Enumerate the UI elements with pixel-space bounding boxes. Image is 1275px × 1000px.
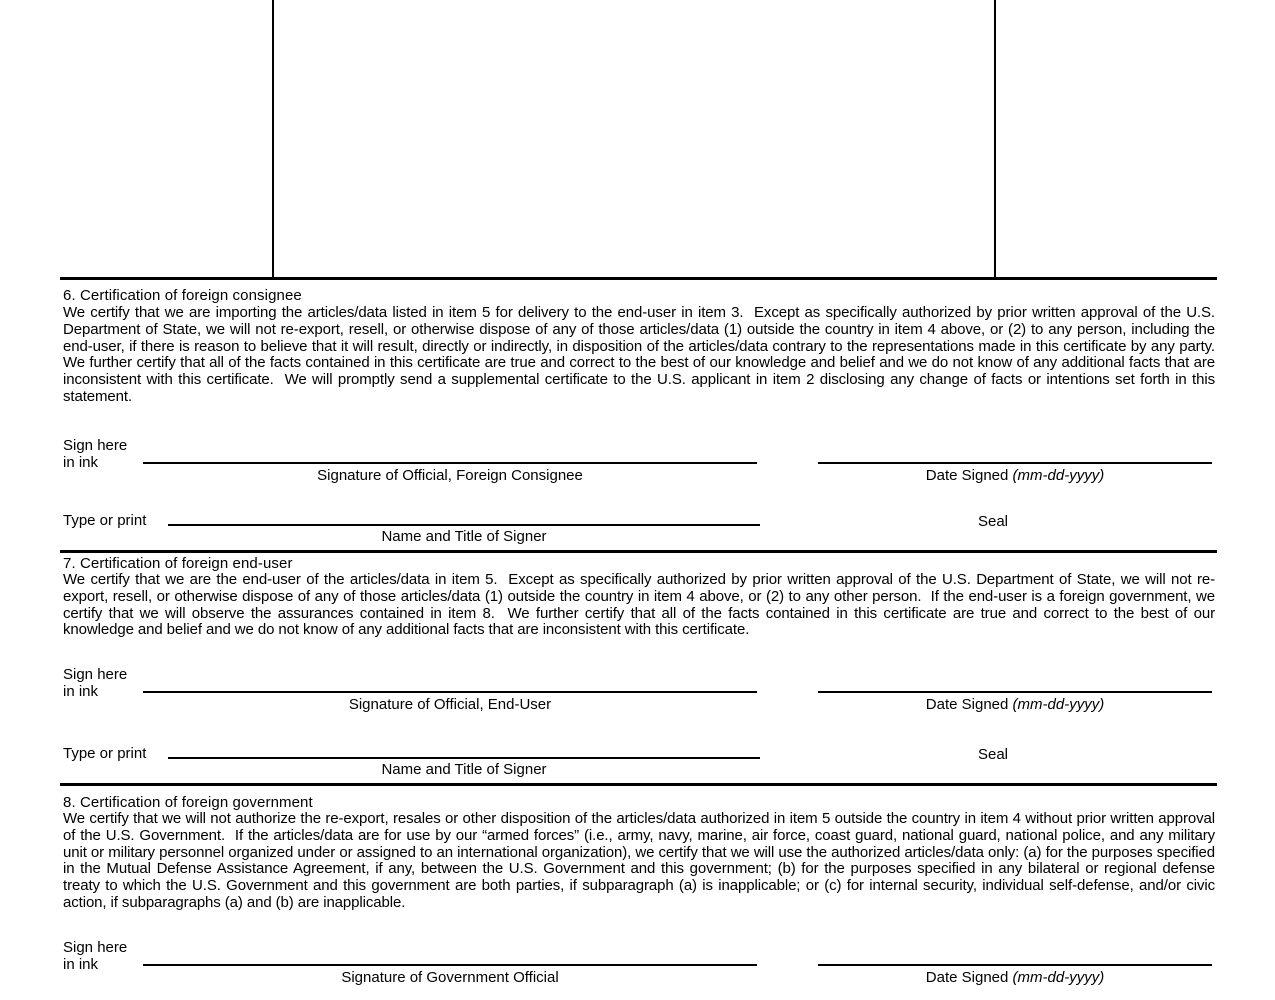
- section-8-date-format: (mm-dd-yyyy): [1012, 969, 1105, 986]
- section-7-signature-caption: Signature of Official, End-User: [348, 696, 552, 713]
- section-6-name-title-line[interactable]: [168, 524, 760, 526]
- section-6-divider: [60, 550, 1217, 553]
- section-8-date-signed-caption: Date Signed (mm-dd-yyyy): [925, 969, 1105, 986]
- section-6-body: We certify that we are importing the articles/data listed in item 5 for delivery to the end-user in item 3. Except as specifically authorized by prior written approval of the U.S. Department of State, we will not re-export, resell, or otherwise dispose of any of those articles/data (1) outside the country in item 4 above, or (2) to any person, including the end-user, if there is reason to believe that it will result, directly or indirectly, in disposition of the articles/data contrary to the representations made in this certificate by any party. We further certify that all of the facts contained in this certificate are true and correct to the best of our knowledge and belief and we do not know of any additional facts that are inconsistent with this certificate. We will promptly send a supplemental certificate to the U.S. applicant in item 2 disclosing any change of facts or intentions set forth in this statement.: [63, 304, 1224, 405]
- item5-column-divider-right: [994, 0, 996, 278]
- section-7-type-or-print-label: Type or print: [63, 745, 147, 762]
- section-6-sign-here-label: Sign here in ink: [63, 437, 128, 471]
- section-6-signature-line[interactable]: [143, 462, 757, 464]
- section-8-signature-line[interactable]: [143, 964, 757, 966]
- item5-column-divider-left: [272, 0, 274, 278]
- section-8-title: 8. Certification of foreign government: [63, 794, 313, 811]
- section-6-type-or-print-label: Type or print: [63, 512, 147, 529]
- section-8-body: We certify that we will not authorize the re-export, resales or other disposition of the articles/data authorized in item 5 outside the country in item 4 without prior written approval of the U.S. Government. If the articles/data are for use by our “armed forces” (i.e., army, navy, marine, air force, coast guard, national guard, national police, and any military unit or military personnel organized under or assigned to an international organization), we certify that we will use the authorized articles/data only: (a) for the purposes specified in the Mutual Defense Assistance Agreement, if any, between the U.S. Government and this government; (b) for the purposes specified in any bilateral or regional defense treaty to which the U.S. Government and this government are both parties, if subparagraph (a) is inapplicable; or (c) for internal security, individual self-defense, and/or civic action, if subparagraphs (a) and (b) are inapplicable.: [63, 810, 1220, 911]
- section-8-date-signed-line[interactable]: [818, 964, 1212, 966]
- section-7-signature-line[interactable]: [143, 691, 757, 693]
- section-6-signature-caption: Signature of Official, Foreign Consignee: [317, 467, 583, 484]
- section-7-date-format: (mm-dd-yyyy): [1012, 696, 1105, 713]
- section-7-title: 7. Certification of foreign end-user: [63, 555, 293, 572]
- section-6-seal-label: Seal: [977, 513, 1009, 530]
- section-7-name-title-caption: Name and Title of Signer: [381, 761, 547, 778]
- section-8-sign-here-label: Sign here in ink: [63, 939, 128, 973]
- section-6-date-signed-line[interactable]: [818, 462, 1212, 464]
- section-6-date-format: (mm-dd-yyyy): [1012, 467, 1105, 484]
- section-7-divider: [60, 783, 1217, 786]
- section-6-date-signed-caption: Date Signed (mm-dd-yyyy): [925, 467, 1105, 484]
- section-7-sign-here-label: Sign here in ink: [63, 666, 128, 700]
- section-7-date-signed-line[interactable]: [818, 691, 1212, 693]
- section-7-date-signed-caption: Date Signed (mm-dd-yyyy): [925, 696, 1105, 713]
- section-6-name-title-caption: Name and Title of Signer: [381, 528, 547, 545]
- section-7-body: We certify that we are the end-user of the articles/data in item 5. Except as specifically authorized by prior written approval of the U.S. Department of State, we will not re-export, resell, or otherwise dispose of any of those articles/data (1) outside the country in item 4 above, or (2) to any other person. If the end-user is a foreign government, we certify that we will observe the assurances contained in item 8. We further certify that all of the facts contained in this certificate are true and correct to the best of our knowledge and belief and we do not know of any additional facts that are inconsistent with this certificate.: [63, 571, 1220, 639]
- section-6-title: 6. Certification of foreign consignee: [63, 287, 302, 304]
- section-7-seal-label: Seal: [977, 746, 1009, 763]
- section-8-signature-caption: Signature of Government Official: [341, 969, 559, 986]
- item5-table-bottom-border: [60, 277, 1217, 280]
- section-7-name-title-line[interactable]: [168, 757, 760, 759]
